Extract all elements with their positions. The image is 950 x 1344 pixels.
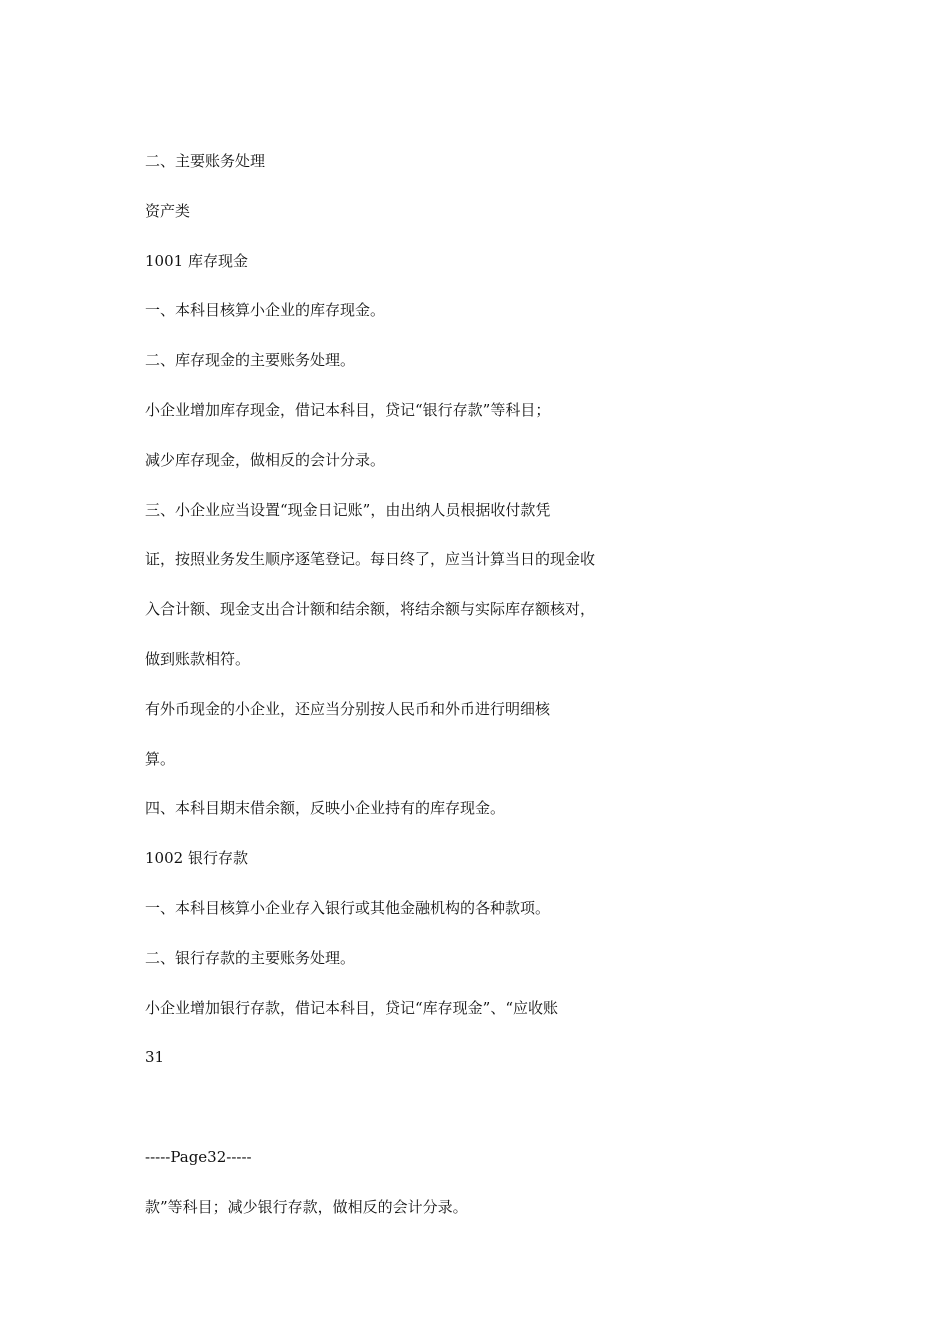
text-line: 做到账款相符。 <box>145 649 251 668</box>
text-line: 证，按照业务发生顺序逐笔登记。每日终了，应当计算当日的现金收 <box>145 550 596 569</box>
text-line: 二、库存现金的主要账务处理。 <box>145 351 356 370</box>
account-title-1002: 1002 银行存款 <box>145 849 248 868</box>
section-heading: 二、主要账务处理 <box>145 152 266 170</box>
page-number: 31 <box>145 1048 165 1067</box>
text-line: 三、小企业应当设置“现金日记账”，由出纳人员根据收付款凭 <box>145 500 551 519</box>
text-line: 四、本科目期末借余额，反映小企业持有的库存现金。 <box>145 799 506 818</box>
text-line: 一、本科目核算小企业存入银行或其他金融机构的各种款项。 <box>145 898 551 917</box>
text-line: 算。 <box>145 749 176 768</box>
text-line: 有外币现金的小企业，还应当分别按人民币和外币进行明细核 <box>145 699 551 718</box>
text-line: 入合计额、现金支出合计额和结余额，将结余额与实际库存额核对， <box>145 600 596 619</box>
account-title-1001: 1001 库存现金 <box>145 251 248 270</box>
text-line: 二、银行存款的主要账务处理。 <box>145 948 356 967</box>
category-heading: 资产类 <box>145 201 191 220</box>
document-body <box>145 150 845 1246</box>
text-line: 款”等科目；减少银行存款，做相反的会计分录。 <box>145 1197 468 1216</box>
text-line: 一、本科目核算小企业的库存现金。 <box>145 301 386 320</box>
text-line: 小企业增加银行存款，借记本科目，贷记“库存现金”、“应收账 <box>145 998 559 1017</box>
text-line: 减少库存现金，做相反的会计分录。 <box>145 450 386 469</box>
page-break-marker: -----Page32----- <box>145 1147 252 1166</box>
text-line: 小企业增加库存现金，借记本科目，贷记“银行存款”等科目； <box>145 400 551 419</box>
